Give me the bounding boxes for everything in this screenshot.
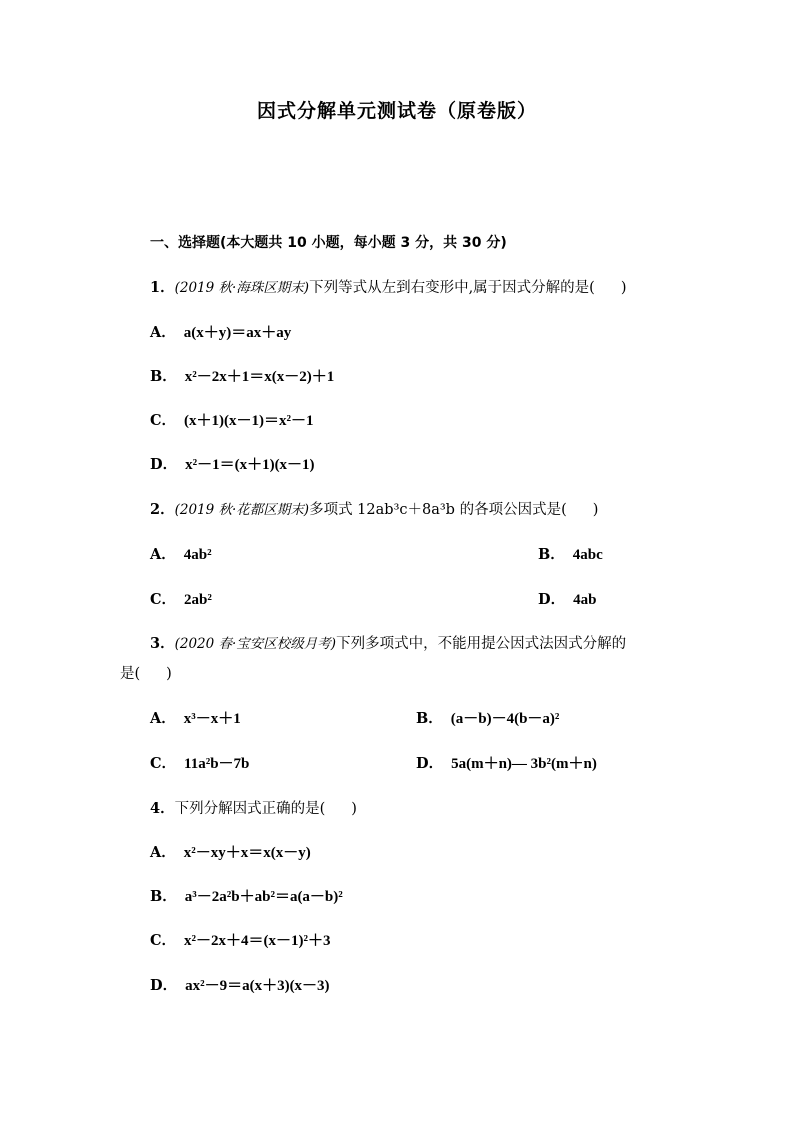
option-label: B． (150, 888, 177, 905)
question-1-option-a[interactable] (150, 323, 291, 343)
option-label: C． (150, 932, 177, 949)
question-source: (2020 春·宝安区校级月考) (174, 636, 337, 652)
question-number: 1． (150, 279, 175, 296)
option-text: 2ab² (184, 592, 212, 608)
page-title: 因式分解单元测试卷（原卷版） (256, 100, 537, 122)
question-source: (2019 秋·花都区期末) (174, 502, 310, 518)
question-number: 4． (150, 800, 175, 817)
option-text: x³－x＋1 (183, 711, 241, 727)
question-1-stem (150, 278, 627, 298)
question-2-option-c[interactable] (150, 590, 212, 610)
option-text: 4ab (573, 592, 597, 608)
option-text: ax²－9＝a(x＋3)(x－3) (185, 978, 330, 994)
question-text-cont: 是( (120, 666, 141, 682)
option-label: A． (150, 324, 176, 341)
option-text: 5a(m＋n)— 3b²(m＋n) (451, 756, 597, 772)
question-close: ) (592, 502, 599, 518)
option-label: B． (538, 546, 565, 563)
option-label: C． (150, 412, 177, 429)
question-number: 2． (150, 501, 175, 518)
option-text: 11a²b－7b (184, 756, 250, 772)
question-text: 下列多项式中，不能用提公因式法因式分解的 (336, 636, 627, 652)
question-3-option-d[interactable] (416, 754, 597, 774)
question-close: ) (620, 280, 627, 296)
question-4-option-d[interactable] (150, 976, 330, 996)
section-heading: 一、选择题(本大题共 10 小题，每小题 3 分，共 30 分) (150, 235, 507, 251)
question-3-stem-cont (120, 664, 172, 684)
question-4-stem (150, 799, 357, 819)
option-text: (a－b)－4(b－a)² (450, 711, 560, 727)
option-text: x²－xy＋x＝x(x－y) (183, 845, 311, 861)
question-3-stem (150, 634, 626, 654)
option-label: B． (150, 368, 177, 385)
option-text: (x＋1)(x－1)＝x²－1 (184, 413, 314, 429)
option-text: 4ab² (183, 547, 212, 563)
option-label: A． (150, 546, 176, 563)
question-4-option-c[interactable] (150, 931, 331, 951)
question-1-option-c[interactable] (150, 411, 314, 431)
option-label: D． (150, 456, 178, 473)
question-number: 3． (150, 635, 175, 652)
option-text: x²－1＝(x＋1)(x－1) (185, 457, 315, 473)
question-source: (2019 秋·海珠区期末) (174, 280, 310, 296)
option-label: B． (416, 710, 443, 727)
question-2-stem (150, 500, 598, 520)
question-3-option-c[interactable] (150, 754, 249, 774)
option-label: A． (150, 710, 176, 727)
option-text: a³－2a²b＋ab²＝a(a－b)² (184, 889, 343, 905)
question-2-option-b[interactable] (538, 545, 603, 565)
question-3-option-b[interactable] (416, 709, 559, 729)
option-text: 4abc (572, 547, 603, 563)
option-text: x²－2x＋1＝x(x－2)＋1 (184, 369, 335, 385)
question-text: 下列等式从左到右变形中,属于因式分解的是( (309, 280, 595, 296)
question-3-option-a[interactable] (150, 709, 241, 729)
option-label: C． (150, 755, 177, 772)
question-4-option-a[interactable] (150, 843, 311, 863)
question-2-option-a[interactable] (150, 545, 212, 565)
question-text: 下列分解因式正确的是( (174, 801, 326, 817)
question-close: ) (166, 666, 172, 682)
option-text: x²－2x＋4＝(x－1)²＋3 (184, 933, 331, 949)
option-label: A． (150, 844, 176, 861)
question-2-option-d[interactable] (538, 590, 596, 610)
option-label: C． (150, 591, 177, 608)
question-4-option-b[interactable] (150, 887, 343, 907)
question-1-option-b[interactable] (150, 367, 334, 387)
question-text: 多项式 12ab³c＋8a³b 的各项公因式是( (309, 502, 567, 518)
option-text: a(x＋y)＝ax＋ay (183, 325, 292, 341)
question-1-option-d[interactable] (150, 455, 315, 475)
question-close: ) (351, 801, 357, 817)
option-label: D． (150, 977, 178, 994)
option-label: D． (538, 591, 566, 608)
option-label: D． (416, 755, 444, 772)
